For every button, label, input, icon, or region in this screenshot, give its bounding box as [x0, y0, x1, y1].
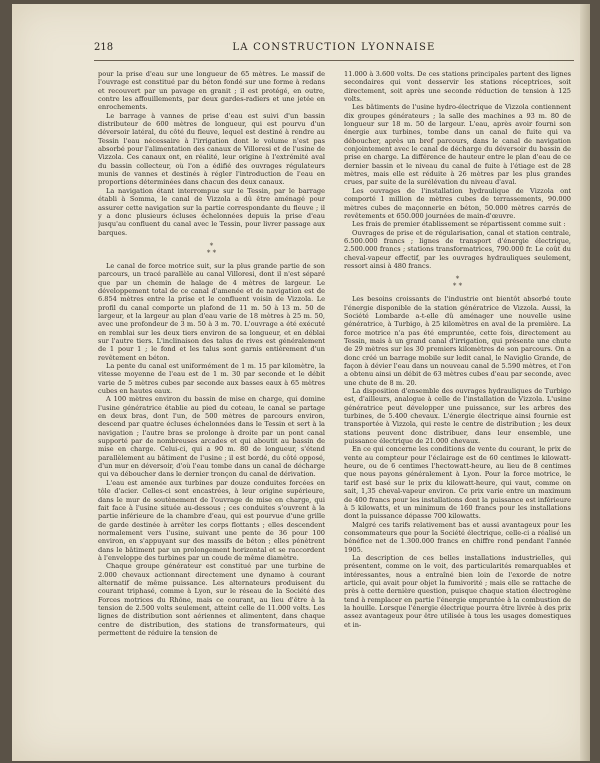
section-separator: * * *: [206, 241, 217, 257]
header-rule: [94, 60, 574, 61]
paragraph: Ouvrages de prise et de régularisation, canal et station centrale, 6.500.000 francs ; lignes de transport d'énergie électrique, 2.500.000 francs ; stations transformatrices, 790.000 fr. Le coût du cheval-vapeur effectif, par les ouvrages hydrauliques seulement, ressort ainsi à 480 francs.: [344, 228, 571, 270]
paragraph: La description de ces belles installations industrielles, qui présentent, comme on le voit, des particularités remarquables et intéressantes, nous a entraîné bien loin de l'exorde de notre article, qui avait pour objet la fumivorité ; mais elle se rattache de près à cette dernière question, puisque chaque station électrogène tend à remplacer en partie l'énergie empruntée à la combustion de la houille. Lorsque l'énergie électrique pourra être livrée à des prix assez avantageux pour être utilisée à tous les usages domestiques et in-: [344, 553, 571, 629]
paragraph: A 100 mètres environ du bassin de mise en charge, qui domine l'usine génératrice établie au pied du coteau, le canal se partage en deux bras, dont l'un, de 500 mètres de parcours environ, descend par quatre écluses échelonnées dans le Tessin et sert à la navigation ; l'autre bras se prolonge à droite par un pont canal supporté par de nombreuses arcades et qui aboutit au bassin de mise en charge. Celui-ci, qui a 90 m. 80 de longueur, s'étend parallèlement au bâtiment de l'usine ; il est bordé, du côté opposé, d'un mur en déversoir, d'où l'eau tombe dans un canal de décharge qui va déboucher dans le dernier tronçon du canal de dérivation.: [98, 395, 325, 479]
page-gutter: [580, 4, 590, 761]
right-column: [344, 70, 571, 758]
paragraph: La navigation étant interrompue sur le Tessin, par le barrage établi à Somma, le canal de Vizzola a dû être aménagé pour assurer cette navigation sur la partie correspondante du fleuve ; il y a donc plusieurs écluses échelonnées depuis la prise d'eau jusqu'au confluent du canal avec le Tessin, pour livrer passage aux barques.: [98, 186, 325, 237]
running-title: LA CONSTRUCTION LYONNAISE: [232, 42, 436, 53]
paragraph: 11.000 à 3.600 volts. De ces stations principales partent des lignes secondaires qui vont desservir les stations réceptrices, soit directement, soit après une seconde réduction de tension à 125 volts.: [344, 70, 571, 104]
paragraph: Le barrage à vannes de prise d'eau est suivi d'un bassin distributeur de 600 mètres de longueur, qui est pourvu d'un déversoir latéral, du côté du fleuve, lequel est destiné à rendre au Tessin l'eau nécessaire à l'irrigation dont le volume n'est pas absorbé pour l'alimentation des canaux de Villoresi et de l'usine de Vizzola. Ces canaux ont, en réalité, leur origine à l'extrémité aval du bassin collecteur, où l'on a édifié des ouvrages régulateurs munis de vannes et destinés à régler l'introduction de l'eau en proportions déterminées dans chacun des deux canaux.: [98, 111, 325, 187]
page-header: [94, 42, 574, 58]
paragraph: Les frais de premier établissement se répartissent comme suit :: [352, 220, 566, 229]
paragraph: En ce qui concerne les conditions de vente du courant, le prix de vente au compteur pour l'éclairage est de 60 centimes le kilowatt-heure, ou de 6 centimes l'hectowatt-heure, au lieu de 8 centimes que nous payons généralement à Lyon. Pour la force motrice, le tarif est basé sur le prix du kilowatt-heure, qui vaut, comme on sait, 1,35 cheval-vapeur environ. Ce prix varie entre un maximum de 400 francs pour les installations dont la puissance est inférieure à 5 kilowatts, et un minimum de 160 francs pour les installations dont la puissance dépasse 700 kilowatts.: [344, 445, 571, 521]
paragraph: Les bâtiments de l'usine hydro-électrique de Vizzola contiennent dix groupes générateurs ; la salle des machines a 93 m. 80 de longueur sur 18 m. 50 de largeur. L'eau, après avoir fourni son énergie aux turbines, tombe dans un canal de fuite qui va déboucher, après un bref parcours, dans le canal de navigation conjointement avec le canal de décharge du déversoir du bassin de prise en charge. La différence de hauteur entre le plan d'eau de ce dernier bassin et le niveau du canal de fuite à l'étiage est de 28 mètres, mais elle est réduite à 26 mètres par les plus grandes crues, par suite de la surélévation du niveau d'aval.: [344, 103, 571, 187]
paragraph: Les ouvrages de l'installation hydraulique de Vizzola ont comporté 1 million de mètres cubes de terrassements, 90.000 mètres cubes de maçonnerie en béton, 50.000 mètres carrés de revêtements et 650.000 journées de main-d'œuvre.: [344, 186, 571, 220]
paragraph: Malgré ces tarifs relativement bas et aussi avantageux pour les consommateurs que pour la Société électrique, celle-ci a réalisé un bénéfice net de 1.300.000 francs en chiffre rond pendant l'année 1905.: [344, 520, 571, 554]
paragraph: Chaque groupe générateur est constitué par une turbine de 2.000 chevaux actionnant directement une dynamo à courant alternatif de même puissance. Les alternateurs produisent du courant triphasé, comme à Lyon, sur le réseau de la Société des Forces motrices du Rhône, mais ce courant, au lieu d'être à la tension de 2.500 volts seulement, atteint celle de 11.000 volts. Les lignes de distribution sont aériennes et alimentent, dans chaque centre de distribution, des stations de transformateurs, qui permettent de réduire la tension de: [98, 562, 325, 637]
left-column: [98, 70, 325, 758]
paragraph: Les besoins croissants de l'industrie ont bientôt absorbé toute l'énergie disponible de la station génératrice de Vizzola. Aussi, la Société Lombarde a-t-elle dû aménager une nouvelle usine génératrice, à Turbigo, à 25 kilomètres en aval de la première. La force motrice n'a pas été empruntée, cette fois, directement au Tessin, mais à un grand canal d'irrigation, qui présente une chute de 29 mètres sur les 30 premiers kilomètres de son parcours. On a donc créé un barrage mobile sur ledit canal, le Naviglio Grande, de façon à dévier l'eau dans un nouveau canal de 5.590 mètres, et l'on a obtenu ainsi un débit de 63 mètres cubes d'eau par seconde, avec une chute de 8 m. 20.: [344, 295, 571, 387]
paragraph: Le canal de force motrice suit, sur la plus grande partie de son parcours, un tracé parallèle au canal Villoresi, dont il n'est séparé que par un chemin de halage de 4 mètres de largeur. Le développement total de ce canal d'amenée et de navigation est de 6.854 mètres entre la prise et le confluent voisin de Vizzola. Le profil du canal comporte un plafond de 11 m. 50 à 13 m. 50 de largeur, et la largeur au plan d'eau varie de 18 mètres à 25 m. 50, avec une profondeur de 3 m. 50 à 3 m. 70. L'ouvrage a été exécuté en remblai sur les deux tiers environ de sa longueur, et en déblai sur l'autre tiers. L'inclinaison des talus de rives est généralement de 1 pour 1 ; le fond et les talus sont garnis entièrement d'un revêtement en béton.: [98, 261, 325, 362]
paragraph: L'eau est amenée aux turbines par douze conduites forcées en tôle d'acier. Celles-ci sont encastrées, à leur origine supérieure, dans le mur de soutènement de l'ouvrage de mise en charge, qui fait face à l'usine située au-dessous ; ces conduites s'ouvrent à la partie inférieure de la chambre d'eau, qui est pourvue d'une grille de garde destinée à arrêter les corps flottants ; elles descendent normalement vers l'usine, suivant une pente de 36 pour 100 environ, en s'appuyant sur des massifs de béton ; elles pénètrent dans le bâtiment par un prolongement horizontal et se raccordent à l'enveloppe des turbines par un coude de même diamètre.: [98, 478, 325, 562]
document-page: [12, 4, 590, 761]
section-separator: * * *: [452, 275, 463, 291]
page-number: 218: [94, 42, 114, 53]
paragraph: La pente du canal est uniformément de 1 m. 15 par kilomètre, la vitesse moyenne de l'eau est de 1 m. 30 par seconde et le débit varie de 5 mètres cubes par seconde aux basses eaux à 65 mètres cubes en hautes eaux.: [98, 362, 325, 396]
paragraph: pour la prise d'eau sur une longueur de 65 mètres. Le massif de l'ouvrage est constitué par du béton fondé sur une forme à redans et recouvert par un pavage en granit ; il est protégé, en outre, contre les affouillements, par deux gardes-radiers et une jetée en enrochements.: [98, 70, 325, 112]
paragraph: La disposition d'ensemble des ouvrages hydrauliques de Turbigo est, d'ailleurs, analogue à celle de l'installation de Vizzola. L'usine génératrice peut développer une puissance, sur les arbres des turbines, de 5.400 chevaux. L'énergie électrique ainsi fournie est transportée à Vizzola, qui reste le centre de distribution ; les deux stations peuvent donc distribuer, dans leur ensemble, une puissance électrique de 21.000 chevaux.: [344, 387, 571, 446]
